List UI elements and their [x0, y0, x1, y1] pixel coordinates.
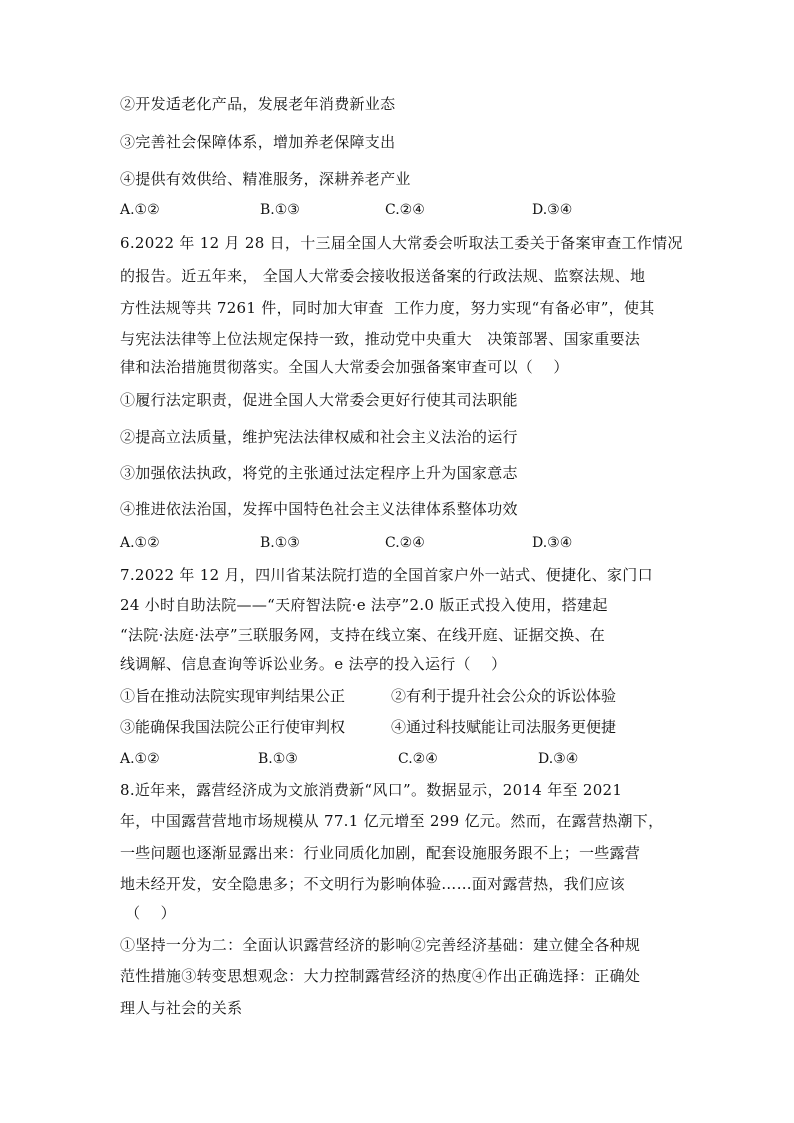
q6-item-1: ①履行法定职责，促进全国人大常委会更好行使其司法职能: [120, 391, 518, 409]
q5-item-2: ②开发适老化产品，发展老年消费新业态: [120, 95, 396, 113]
q6-stem-line-2: 的报告。近五年来， 全国人大常委会接收报送备案的行政法规、监察法规、地: [120, 267, 646, 285]
q8-items-line-3: 理人与社会的关系: [120, 999, 243, 1017]
q6-option-c: C.②④: [385, 535, 425, 551]
q7-option-a: A.①②: [120, 751, 160, 767]
q7-item-3: ③能确保我国法院公正行使审判权: [120, 718, 346, 736]
q7-stem-line-3: “法院·法庭·法亭”三联服务网，支持在线立案、在线开庭、证据交换、在: [120, 626, 606, 644]
q6-stem-line-3: 方性法规等共 7261 件，同时加大审查 工作力度，努力实现“有备必审”，使其: [120, 299, 655, 317]
q6-stem-line-4: 与宪法法律等上位法规定保持一致，推动党中央重大 决策部署、国家重要法: [120, 330, 641, 348]
q7-stem-line-2: 24 小时自助法院——“天府智法院·e 法亭”2.0 版正式投入使用，搭建起: [120, 596, 608, 614]
q6-option-b: B.①③: [260, 535, 300, 551]
q5-option-d: D.③④: [532, 202, 573, 218]
q5-item-4: ④提供有效供给、精准服务，深耕养老产业: [120, 170, 411, 188]
q7-option-d: D.③④: [538, 751, 579, 767]
q8-stem-line-1: 8.近年来，露营经济成为文旅消费新“风口”。数据显示，2014 年至 2021: [120, 781, 623, 799]
q8-stem-line-4: 地未经开发，安全隐患多；不文明行为影响体验……面对露营热，我们应该: [120, 875, 625, 893]
q6-item-4: ④推进依法治国，发挥中国特色社会主义法律体系整体功效: [120, 500, 518, 518]
q6-option-a: A.①②: [120, 535, 160, 551]
q7-item-1: ①旨在推动法院实现审判结果公正: [120, 687, 346, 705]
q6-option-d: D.③④: [532, 535, 573, 551]
q8-stem-line-3: 一些问题也逐渐显露出来：行业同质化加剧，配套设施服务跟不上；一些露营: [120, 844, 641, 862]
q7-option-c: C.②④: [398, 751, 438, 767]
q8-stem-line-2: 年，中国露营营地市场规模从 77.1 亿元增至 299 亿元。然而，在露营热潮下，: [120, 812, 664, 830]
q8-answer-bracket: （ ）: [120, 904, 176, 922]
q8-items-line-2: 范性措施③转变思想观念：大力控制露营经济的热度④作出正确选择：正确处: [120, 967, 641, 985]
q6-stem-line-1: 6.2022 年 12 月 28 日，十三届全国人大常委会听取法工委关于备案审查工作情况: [120, 234, 683, 252]
q7-stem-line-4: 线调解、信息查询等诉讼业务。e 法亭的投入运行（ ）: [120, 655, 507, 673]
q5-item-3: ③完善社会保障体系，增加养老保障支出: [120, 133, 396, 151]
q7-item-4: ④通过科技赋能让司法服务更便捷: [391, 718, 617, 736]
q6-item-3: ③加强依法执政，将党的主张通过法定程序上升为国家意志: [120, 464, 518, 482]
q6-item-2: ②提高立法质量，维护宪法法律权威和社会主义法治的运行: [120, 428, 518, 446]
q7-item-2: ②有利于提升社会公众的诉讼体验: [391, 687, 617, 705]
q5-option-b: B.①③: [260, 202, 300, 218]
q5-option-a: A.①②: [120, 202, 160, 218]
q5-option-c: C.②④: [385, 202, 425, 218]
q7-option-b: B.①③: [258, 751, 298, 767]
q8-items-line-1: ①坚持一分为二：全面认识露营经济的影响②完善经济基础：建立健全各种规: [120, 936, 641, 954]
q7-stem-line-1: 7.2022 年 12 月，四川省某法院打造的全国首家户外一站式、便捷化、家门口: [120, 566, 653, 584]
q6-stem-line-5: 律和法治措施贯彻落实。全国人大常委会加强备案审查可以（ ）: [120, 358, 569, 376]
